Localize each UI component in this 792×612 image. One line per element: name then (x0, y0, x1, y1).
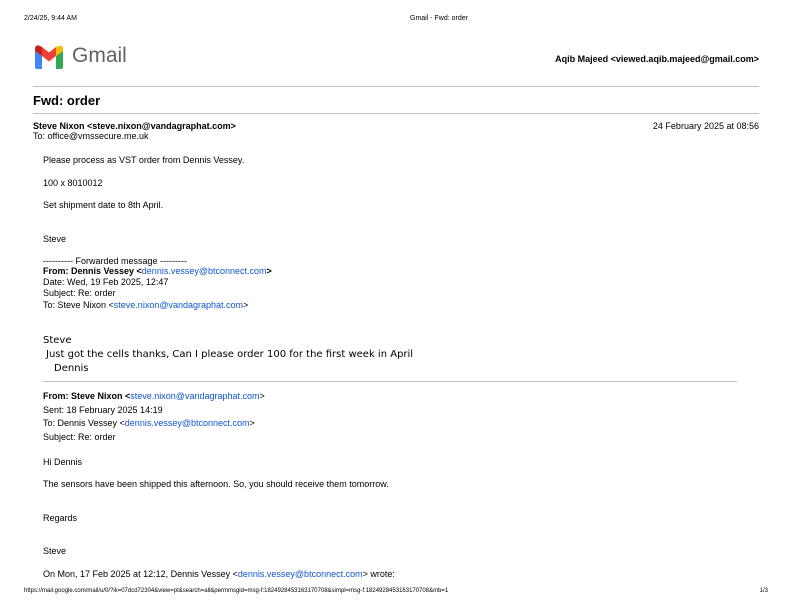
quoted-to-close: > (249, 418, 255, 428)
print-datetime: 2/24/25, 9:44 AM (24, 15, 77, 22)
gmail-logo-icon (33, 45, 65, 69)
quoted-from-email-link[interactable]: steve.nixon@vandagraphat.com (130, 391, 260, 401)
quoted-sent: Sent: 18 February 2025 14:19 (43, 405, 163, 415)
quoted-from-label: From: Steve Nixon < (43, 391, 131, 401)
quoted-wrote-email-link[interactable]: dennis.vessey@btconnect.com (237, 569, 363, 579)
print-title: Gmail - Fwd: order (410, 15, 468, 22)
divider-subject (33, 113, 759, 114)
forward-separator: ---------- Forwarded message --------- (43, 256, 187, 266)
quoted-wrote-suffix: > wrote: (362, 569, 395, 579)
gmail-wordmark: Gmail (72, 44, 127, 67)
quoted-greeting: Hi Dennis (43, 457, 83, 467)
message-to: To: office@vmssecure.me.uk (33, 131, 149, 141)
forward-date: Date: Wed, 19 Feb 2025, 12:47 (43, 277, 169, 287)
forward-to-close: > (243, 300, 249, 310)
body-line-2: 100 x 8010012 (43, 178, 103, 188)
forward-to-label: To: Steve Nixon < (43, 300, 114, 310)
message-date: 24 February 2025 at 08:56 (652, 121, 759, 131)
divider-top (33, 86, 759, 87)
quoted-subject: Subject: Re: order (43, 432, 116, 442)
quoted-to (43, 418, 255, 428)
forward-from-email-link[interactable]: dennis.vessey@btconnect.com (141, 266, 267, 276)
forward-to (43, 300, 248, 310)
quoted-to-email-link[interactable]: dennis.vessey@btconnect.com (124, 418, 250, 428)
forward-message-line: Just got the cells thanks, Can I please order 100 for the first week in April (46, 349, 414, 360)
divider-quote (43, 381, 737, 382)
print-footer-url: https://mail.google.com/mail/u/0/?ik=07dcd72304&view=pt&search=all&permmsgid=msg-f:1824928453163170708&simpl=msg-f:1824928453163170708&mb=1 (24, 588, 449, 594)
forward-from-label: From: Dennis Vessey < (43, 266, 142, 276)
body-line-1: Please process as VST order from Dennis Vessey. (43, 155, 245, 165)
quoted-wrote-prefix: On Mon, 17 Feb 2025 at 12:12, Dennis Vessey < (43, 569, 238, 579)
forward-from-close: > (266, 266, 272, 276)
body-line-3: Set shipment date to 8th April. (43, 200, 164, 210)
print-page-number: 1/3 (759, 588, 768, 594)
forward-greeting: Steve (43, 335, 72, 346)
quoted-from (43, 391, 265, 401)
message-from: Steve Nixon <steve.nixon@vandagraphat.com> (33, 121, 236, 131)
forward-from (43, 266, 272, 276)
page-title: Fwd: order (33, 93, 101, 108)
account-label: Aqib Majeed <viewed.aqib.majeed@gmail.com> (555, 54, 759, 64)
quoted-signature: Steve (43, 546, 67, 556)
forward-subject: Subject: Re: order (43, 288, 116, 298)
quoted-from-close: > (259, 391, 265, 401)
forward-signature: Dennis (54, 363, 89, 374)
quoted-message-line: The sensors have been shipped this afternoon. So, you should receive them tomorrow. (43, 479, 389, 489)
quoted-wrote-line (43, 569, 395, 579)
forward-to-email-link[interactable]: steve.nixon@vandagraphat.com (113, 300, 244, 310)
body-signature: Steve (43, 234, 67, 244)
quoted-to-label: To: Dennis Vessey < (43, 418, 125, 428)
quoted-regards: Regards (43, 513, 78, 523)
